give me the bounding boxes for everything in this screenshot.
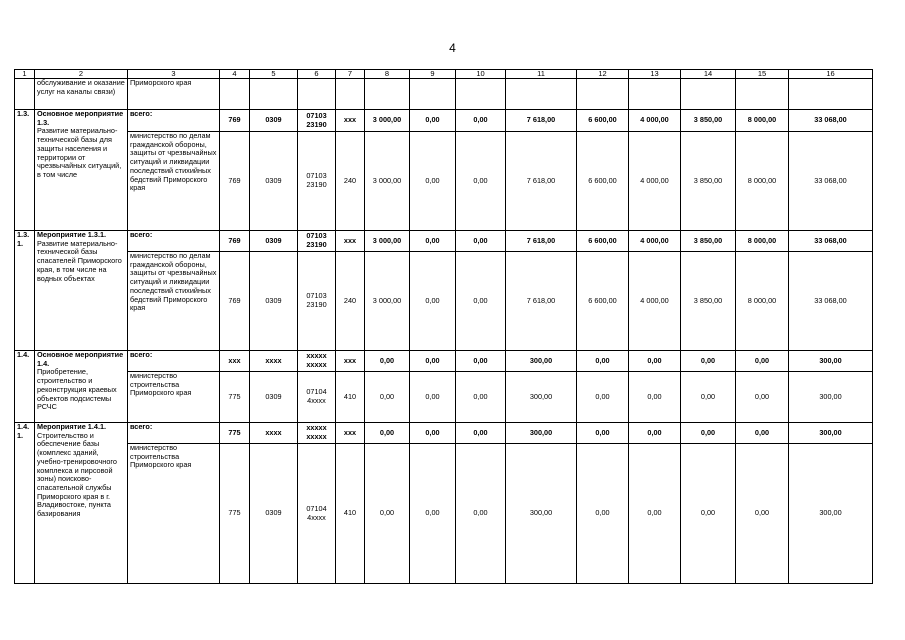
cell: 0,00 bbox=[456, 252, 506, 351]
cell: 0309 bbox=[250, 132, 298, 231]
cell: хххх bbox=[250, 351, 298, 372]
cell: 3 850,00 bbox=[681, 252, 736, 351]
cell: 3 000,00 bbox=[365, 132, 410, 231]
description-cell: обслуживание и оказание услуг на каналы связи) bbox=[35, 79, 128, 110]
page-number: 4 bbox=[449, 41, 456, 55]
number-cell: 1.3. bbox=[15, 110, 35, 231]
table-row bbox=[15, 444, 873, 584]
cell: 7 618,00 bbox=[506, 231, 577, 252]
table-row bbox=[15, 132, 873, 231]
cell: 0,00 bbox=[365, 444, 410, 584]
table-row bbox=[15, 351, 873, 372]
header-cell: 6 bbox=[298, 70, 336, 79]
cell: ххх bbox=[336, 351, 365, 372]
cell: 07103 23190 bbox=[298, 110, 336, 132]
cell: 410 bbox=[336, 372, 365, 423]
cell: 33 068,00 bbox=[789, 252, 873, 351]
table-row bbox=[15, 423, 873, 444]
table-row bbox=[15, 231, 873, 252]
header-cell: 7 bbox=[336, 70, 365, 79]
cell: 300,00 bbox=[506, 444, 577, 584]
measure-title: Основное мероприятие 1.4. bbox=[37, 350, 124, 368]
cell: 300,00 bbox=[506, 351, 577, 372]
cell: 0309 bbox=[250, 444, 298, 584]
cell: 0,00 bbox=[577, 372, 629, 423]
executor-cell: министерство строительства Приморского края bbox=[128, 372, 220, 423]
cell: 3 850,00 bbox=[681, 231, 736, 252]
cell: 7 618,00 bbox=[506, 252, 577, 351]
cell: 07103 23190 bbox=[298, 252, 336, 351]
cell: 0,00 bbox=[410, 132, 456, 231]
cell: 0,00 bbox=[365, 372, 410, 423]
cell: 07103 23190 bbox=[298, 231, 336, 252]
cell: хххх bbox=[250, 423, 298, 444]
total-label: всего: bbox=[128, 351, 220, 372]
cell: 07103 23190 bbox=[298, 132, 336, 231]
cell: 33 068,00 bbox=[789, 231, 873, 252]
description-cell bbox=[35, 351, 128, 423]
header-cell: 10 bbox=[456, 70, 506, 79]
cell: 0309 bbox=[250, 231, 298, 252]
measure-description: Развитие материально-технической базы спасателей Приморского края, в том числе на водных объектах bbox=[37, 238, 122, 283]
cell: 0,00 bbox=[456, 132, 506, 231]
cell: 0,00 bbox=[629, 351, 681, 372]
cell: 8 000,00 bbox=[736, 132, 789, 231]
cell: 3 000,00 bbox=[365, 231, 410, 252]
cell: 33 068,00 bbox=[789, 132, 873, 231]
table-row bbox=[15, 372, 873, 423]
cell: 775 bbox=[220, 372, 250, 423]
cell: 0,00 bbox=[365, 351, 410, 372]
cell: 0,00 bbox=[629, 372, 681, 423]
cell: 0,00 bbox=[410, 423, 456, 444]
cell: 0,00 bbox=[577, 351, 629, 372]
budget-table bbox=[14, 69, 873, 584]
cell: 4 000,00 bbox=[629, 132, 681, 231]
cell: 6 600,00 bbox=[577, 231, 629, 252]
header-cell: 13 bbox=[629, 70, 681, 79]
header-cell: 3 bbox=[128, 70, 220, 79]
cell: 0,00 bbox=[410, 444, 456, 584]
cell: 0,00 bbox=[681, 351, 736, 372]
cell: 0309 bbox=[250, 372, 298, 423]
measure-title: Основное мероприятие 1.3. bbox=[37, 109, 124, 127]
cell: 0,00 bbox=[456, 372, 506, 423]
cell: 0,00 bbox=[410, 110, 456, 132]
header-cell: 1 bbox=[15, 70, 35, 79]
cell: 300,00 bbox=[789, 351, 873, 372]
number-cell: 1.4. bbox=[15, 351, 35, 423]
cell: 07104 4хххх bbox=[298, 372, 336, 423]
number-cell: 1.3. 1. bbox=[15, 231, 35, 351]
cell: 0,00 bbox=[456, 444, 506, 584]
table-row bbox=[15, 252, 873, 351]
cell: 0,00 bbox=[456, 423, 506, 444]
cell: 0,00 bbox=[629, 444, 681, 584]
total-label: всего: bbox=[128, 423, 220, 444]
cell: 0,00 bbox=[456, 110, 506, 132]
cell: 8 000,00 bbox=[736, 231, 789, 252]
cell: 240 bbox=[336, 252, 365, 351]
table-row bbox=[15, 110, 873, 132]
header-cell: 16 bbox=[789, 70, 873, 79]
number-cell: 1.4. 1. bbox=[15, 423, 35, 584]
executor-cell: министерство строительства Приморского края bbox=[128, 444, 220, 584]
measure-title: Мероприятие 1.4.1. bbox=[37, 422, 107, 431]
cell: 6 600,00 bbox=[577, 110, 629, 132]
description-cell bbox=[35, 110, 128, 231]
header-cell: 9 bbox=[410, 70, 456, 79]
cell: 300,00 bbox=[789, 372, 873, 423]
cell: ххх bbox=[220, 351, 250, 372]
cell: 0,00 bbox=[410, 372, 456, 423]
cell: 4 000,00 bbox=[629, 110, 681, 132]
cell: 769 bbox=[220, 231, 250, 252]
cell: 7 618,00 bbox=[506, 132, 577, 231]
cell: 300,00 bbox=[789, 423, 873, 444]
header-cell: 4 bbox=[220, 70, 250, 79]
cell: 6 600,00 bbox=[577, 132, 629, 231]
cell: 775 bbox=[220, 423, 250, 444]
cell: ххх bbox=[336, 231, 365, 252]
cell: 775 bbox=[220, 444, 250, 584]
table-row bbox=[15, 79, 873, 110]
cell: 0,00 bbox=[410, 231, 456, 252]
cell: 0,00 bbox=[736, 351, 789, 372]
cell: 0,00 bbox=[681, 423, 736, 444]
header-cell: 11 bbox=[506, 70, 577, 79]
cell: 0,00 bbox=[365, 423, 410, 444]
total-label: всего: bbox=[128, 110, 220, 132]
cell: 0,00 bbox=[577, 444, 629, 584]
cell: 8 000,00 bbox=[736, 110, 789, 132]
cell: 300,00 bbox=[789, 444, 873, 584]
cell: 0,00 bbox=[629, 423, 681, 444]
cell: 300,00 bbox=[506, 372, 577, 423]
cell: 0,00 bbox=[577, 423, 629, 444]
total-label: всего: bbox=[128, 231, 220, 252]
header-cell: 14 bbox=[681, 70, 736, 79]
cell: ххххх ххххх bbox=[298, 423, 336, 444]
executor-cell: Приморского края bbox=[128, 79, 220, 110]
cell: ххххх ххххх bbox=[298, 351, 336, 372]
cell: ххх bbox=[336, 110, 365, 132]
cell: 0309 bbox=[250, 110, 298, 132]
cell: 3 850,00 bbox=[681, 110, 736, 132]
measure-description: Развитие материально-технической базы для защиты населения и территории от чрезвычайных ситуаций, в том числе bbox=[37, 126, 122, 179]
cell: 6 600,00 bbox=[577, 252, 629, 351]
cell: 7 618,00 bbox=[506, 110, 577, 132]
cell: 769 bbox=[220, 132, 250, 231]
cell: 769 bbox=[220, 110, 250, 132]
cell: 240 bbox=[336, 132, 365, 231]
cell: 0,00 bbox=[681, 444, 736, 584]
cell: 8 000,00 bbox=[736, 252, 789, 351]
measure-description: Приобретение, строительство и реконструкция краевых объектов подсистемы РСЧС bbox=[37, 367, 117, 412]
description-cell bbox=[35, 423, 128, 584]
cell: 300,00 bbox=[506, 423, 577, 444]
cell: 07104 4хххх bbox=[298, 444, 336, 584]
cell: 769 bbox=[220, 252, 250, 351]
description-cell bbox=[35, 231, 128, 351]
cell: 0,00 bbox=[410, 351, 456, 372]
table-header-row bbox=[15, 70, 873, 79]
cell: 3 000,00 bbox=[365, 252, 410, 351]
measure-description: Строительство и обеспечение базы (комплекс зданий, учебно-тренировочного комплекса и пирсовой зоны) поисково-спасательной службы Приморского края в г. Владивостоке, пункта базирования bbox=[37, 430, 117, 519]
cell: 3 000,00 bbox=[365, 110, 410, 132]
executor-cell: министерство по делам гражданской обороны, защиты от чрезвычайных ситуаций и ликвидации последствий стихийных бедствий Приморского края bbox=[128, 252, 220, 351]
header-cell: 5 bbox=[250, 70, 298, 79]
header-cell: 2 bbox=[35, 70, 128, 79]
cell: 0,00 bbox=[410, 252, 456, 351]
cell: 4 000,00 bbox=[629, 252, 681, 351]
measure-title: Мероприятие 1.3.1. bbox=[37, 230, 107, 239]
cell: 410 bbox=[336, 444, 365, 584]
header-cell: 8 bbox=[365, 70, 410, 79]
executor-cell: министерство по делам гражданской обороны, защиты от чрезвычайных ситуаций и ликвидации последствий стихийных бедствий Приморского края bbox=[128, 132, 220, 231]
cell: 0,00 bbox=[736, 423, 789, 444]
cell: ххх bbox=[336, 423, 365, 444]
cell: 33 068,00 bbox=[789, 110, 873, 132]
header-cell: 15 bbox=[736, 70, 789, 79]
cell: 0,00 bbox=[681, 372, 736, 423]
cell: 4 000,00 bbox=[629, 231, 681, 252]
cell: 0,00 bbox=[456, 231, 506, 252]
header-cell: 12 bbox=[577, 70, 629, 79]
cell: 0,00 bbox=[736, 444, 789, 584]
cell: 0,00 bbox=[456, 351, 506, 372]
cell: 0309 bbox=[250, 252, 298, 351]
cell: 3 850,00 bbox=[681, 132, 736, 231]
cell: 0,00 bbox=[736, 372, 789, 423]
